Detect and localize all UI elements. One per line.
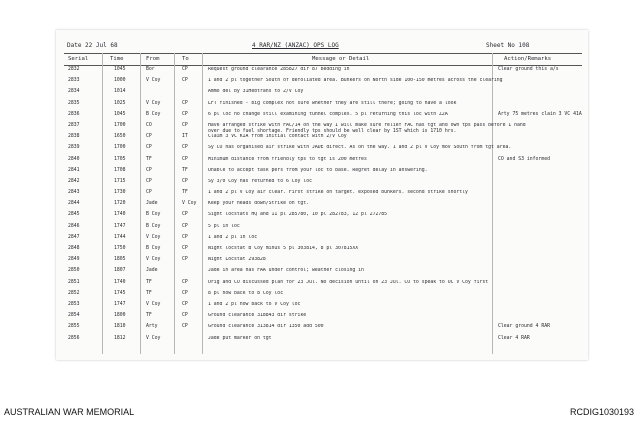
serial-cell: 2835 xyxy=(68,100,80,106)
from-cell: B Coy xyxy=(146,111,161,117)
serial-cell: 2842 xyxy=(68,178,80,184)
message-cell: 5 pl in loc xyxy=(208,223,240,229)
column-header-row xyxy=(64,53,582,66)
time-cell: 1747 xyxy=(114,223,126,229)
log-row xyxy=(64,88,582,99)
log-row xyxy=(64,66,582,77)
serial-cell: 2845 xyxy=(68,212,80,218)
log-row xyxy=(64,312,582,323)
to-cell: CP xyxy=(182,290,188,296)
action-cell: Arty 75 metres clain 3 VC 41A xyxy=(498,111,582,117)
message-cell: 1 and 2 pl now back to V Coy loc xyxy=(208,301,301,307)
to-cell: CP xyxy=(182,223,188,229)
column-header-action: Action/Remarks xyxy=(504,56,552,62)
from-cell: Jade xyxy=(146,268,158,274)
action-cell: Clear ground 4 RAR xyxy=(498,324,550,330)
from-cell: TF xyxy=(146,313,152,319)
serial-cell: 2849 xyxy=(68,257,80,263)
serial-cell: 2847 xyxy=(68,234,80,240)
from-cell: B Coy xyxy=(146,223,161,229)
serial-cell: 2848 xyxy=(68,246,80,251)
time-cell: 1800 xyxy=(114,313,126,319)
sheet-number: Sheet No 108 xyxy=(486,42,530,49)
log-row xyxy=(64,133,582,144)
from-cell: B Coy xyxy=(146,246,161,251)
message-cell: Jade put marker on tgt xyxy=(208,335,272,341)
message-cell: 1 and 2 pl V Coy air clear. First strike on target. exposed bunkers. second strike shortly xyxy=(208,190,468,196)
action-cell: CO and S3 informed xyxy=(498,156,550,162)
log-row xyxy=(64,267,582,278)
log-row xyxy=(64,335,582,346)
message-cell: Ground clearance 313814 dir 1350 add 500 xyxy=(208,324,324,330)
column-header-serial: Serial xyxy=(68,56,89,62)
to-cell: CP xyxy=(182,156,188,162)
from-cell: CP xyxy=(146,178,152,184)
time-cell: 1700 xyxy=(114,145,126,151)
serial-cell: 2851 xyxy=(68,279,80,285)
to-cell: CP xyxy=(182,257,188,263)
from-cell: Jade xyxy=(146,201,158,207)
action-cell: Clear 4 RAR xyxy=(498,335,530,341)
column-header-from: From xyxy=(146,56,160,62)
from-cell: TF xyxy=(146,279,152,285)
log-row xyxy=(64,100,582,111)
message-cell: Keep your heads down/Strike on tgt. xyxy=(208,201,310,207)
to-cell: CP xyxy=(182,178,188,184)
serial-cell: 2856 xyxy=(68,335,80,341)
message-cell: Sy 3/0 Coy has returned to 6 Coy loc xyxy=(208,178,312,184)
log-row xyxy=(64,256,582,267)
time-cell: 1700 xyxy=(114,122,126,128)
from-cell: Bor xyxy=(146,67,155,72)
to-cell: TF xyxy=(182,190,188,196)
message-cell: Request ground clearance 285827 dir 87 bedding in xyxy=(208,67,350,72)
from-cell: CP xyxy=(146,145,152,151)
log-row xyxy=(64,245,582,256)
message-cell: Have arranged strike with FAC/14 on the way I will make sure relief FAC has tgt and own tps pass before I hand over due to fuel shortage. Friendly tps should be well clear by 1ST which is 1710 hrs. xyxy=(208,122,526,134)
action-cell: Clear ground this a/s xyxy=(498,67,559,72)
time-cell: 1807 xyxy=(114,268,126,274)
message-cell: Jade in area has FAA under control; weather closing in xyxy=(208,268,364,274)
message-cell: 1 and 2 pl together South of defoliated area. Bunkers on North side 100-150 metres across the clearing xyxy=(208,78,503,84)
time-cell: 1715 xyxy=(114,178,126,184)
to-cell: CP xyxy=(182,212,188,218)
message-cell: Night Locstat 293828 xyxy=(208,257,266,263)
column-header-message: Message or Detail xyxy=(312,56,370,62)
log-row xyxy=(64,122,582,133)
from-cell: V Coy xyxy=(146,234,161,240)
message-cell: 6 pl loc no change still examining tunnel complex. 5 pl returning this loc with Z2A xyxy=(208,111,448,117)
log-row xyxy=(64,77,582,88)
time-cell: 1745 xyxy=(114,290,126,296)
from-cell: B Coy xyxy=(146,212,161,218)
from-cell: V Coy xyxy=(146,335,161,341)
time-cell: 1740 xyxy=(114,279,126,285)
serial-cell: 2852 xyxy=(68,290,80,296)
log-row xyxy=(64,111,582,122)
from-cell: V Coy xyxy=(146,78,161,84)
message-cell: Sy CO has organised air strike with JADE direct. As on the way. 1 and 2 pl V Coy mov South from tgt area. xyxy=(208,145,512,151)
serial-cell: 2844 xyxy=(68,201,80,207)
time-cell: 1708 xyxy=(114,167,126,173)
message-cell: LFT finished - big complex not sure whether they are still there; going to have a look xyxy=(208,100,457,106)
serial-cell: 2841 xyxy=(68,167,80,173)
time-cell: 1014 xyxy=(114,89,126,95)
log-row xyxy=(64,178,582,189)
log-entries xyxy=(64,66,582,346)
log-row xyxy=(64,167,582,178)
to-cell: CP xyxy=(182,324,188,330)
serial-cell: 2832 xyxy=(68,67,80,72)
from-cell: TF xyxy=(146,156,152,162)
message-cell: Claim 3 VC KIA from initial contact with 2/V Coy xyxy=(208,134,347,140)
from-cell: V Coy xyxy=(146,301,161,307)
message-cell: Ammo del by 31Hebtrans to 2/V Coy xyxy=(208,89,304,95)
serial-cell: 2840 xyxy=(68,156,80,162)
serial-cell: 2838 xyxy=(68,134,80,140)
log-row xyxy=(64,323,582,334)
serial-cell: 2837 xyxy=(68,122,80,128)
column-header-time: Time xyxy=(110,56,124,62)
message-cell: Sight locstats HQ and 11 pl 285780, 10 pl 282783, 12 pl 272785 xyxy=(208,212,388,218)
message-cell: 8 pl now back to 8 Coy loc xyxy=(208,290,284,296)
to-cell: V Coy xyxy=(182,201,197,207)
time-cell: 1650 xyxy=(114,134,126,140)
message-cell: Unable to accept task pers from your loc to base. Regret delay in answering. xyxy=(208,167,428,173)
from-cell: CP xyxy=(146,167,152,173)
log-row xyxy=(64,156,582,167)
from-cell: CO xyxy=(146,122,152,128)
time-cell: 1730 xyxy=(114,190,126,196)
to-cell: CP xyxy=(182,67,188,72)
serial-cell: 2843 xyxy=(68,190,80,196)
from-cell: V Coy xyxy=(146,100,161,106)
to-cell: CP xyxy=(182,111,188,117)
message-cell: 1 and 2 pl in loc xyxy=(208,234,258,240)
footer-source: AUSTRALIAN WAR MEMORIAL xyxy=(4,407,135,417)
to-cell: TF xyxy=(182,167,188,173)
to-cell: CP xyxy=(182,234,188,240)
log-row xyxy=(64,200,582,211)
message-cell: Minimum distance from friendly tps to tgt is 200 metres xyxy=(208,156,367,162)
serial-cell: 2846 xyxy=(68,223,80,229)
to-cell: CP xyxy=(182,122,188,128)
serial-cell: 2836 xyxy=(68,111,80,117)
to-cell: CP xyxy=(182,78,188,84)
log-row xyxy=(64,223,582,234)
serial-cell: 2834 xyxy=(68,89,80,95)
time-cell: 1705 xyxy=(114,156,126,162)
time-cell: 1805 xyxy=(114,257,126,263)
footer-reference: RCDIG1030193 xyxy=(569,407,634,417)
log-sheet xyxy=(56,30,588,360)
from-cell: CP xyxy=(146,134,152,140)
time-cell: 1720 xyxy=(114,201,126,207)
serial-cell: 2833 xyxy=(68,78,80,84)
message-cell: Ground clearance 318843 dir strike xyxy=(208,313,307,319)
time-cell: 1740 xyxy=(114,212,126,218)
to-cell: IT xyxy=(182,134,188,140)
time-cell: 1045 xyxy=(114,111,126,117)
serial-cell: 2839 xyxy=(68,145,80,151)
message-cell: Night locstat B Coy minus 5 pl 303814, 8 pl 307815XX xyxy=(208,246,359,251)
time-cell: 1812 xyxy=(114,335,126,341)
serial-cell: 2855 xyxy=(68,324,80,330)
date-label: Date 22 Jul 68 xyxy=(67,42,118,49)
serial-cell: 2853 xyxy=(68,301,80,307)
time-cell: 1750 xyxy=(114,246,126,251)
to-cell: CP xyxy=(182,145,188,151)
to-cell: CP xyxy=(182,301,188,307)
time-cell: 1000 xyxy=(114,78,126,84)
log-row xyxy=(64,279,582,290)
document-title: 4 RAR/NZ (ANZAC) OPS LOG xyxy=(252,42,339,49)
to-cell: CP xyxy=(182,246,188,251)
to-cell: CP xyxy=(182,100,188,106)
serial-cell: 2854 xyxy=(68,313,80,319)
serial-cell: 2850 xyxy=(68,268,80,274)
time-cell: 1810 xyxy=(114,324,126,330)
from-cell: Arty xyxy=(146,324,158,330)
log-row xyxy=(64,301,582,312)
column-header-to: To xyxy=(182,56,189,62)
message-cell: Orig and CO discussed plan for 23 Jul. No decision until on 23 Jul. CO to speak to OC V Coy first xyxy=(208,279,489,285)
time-cell: 1045 xyxy=(114,67,126,72)
from-cell: TF xyxy=(146,290,152,296)
from-cell: V Coy xyxy=(146,257,161,263)
log-row xyxy=(64,144,582,155)
time-cell: 1744 xyxy=(114,234,126,240)
to-cell: CP xyxy=(182,313,188,319)
from-cell: CP xyxy=(146,190,152,196)
to-cell: CP xyxy=(182,279,188,285)
log-row xyxy=(64,189,582,200)
time-cell: 1747 xyxy=(114,301,126,307)
log-row xyxy=(64,234,582,245)
time-cell: 1025 xyxy=(114,100,126,106)
log-row xyxy=(64,290,582,301)
log-row xyxy=(64,211,582,222)
